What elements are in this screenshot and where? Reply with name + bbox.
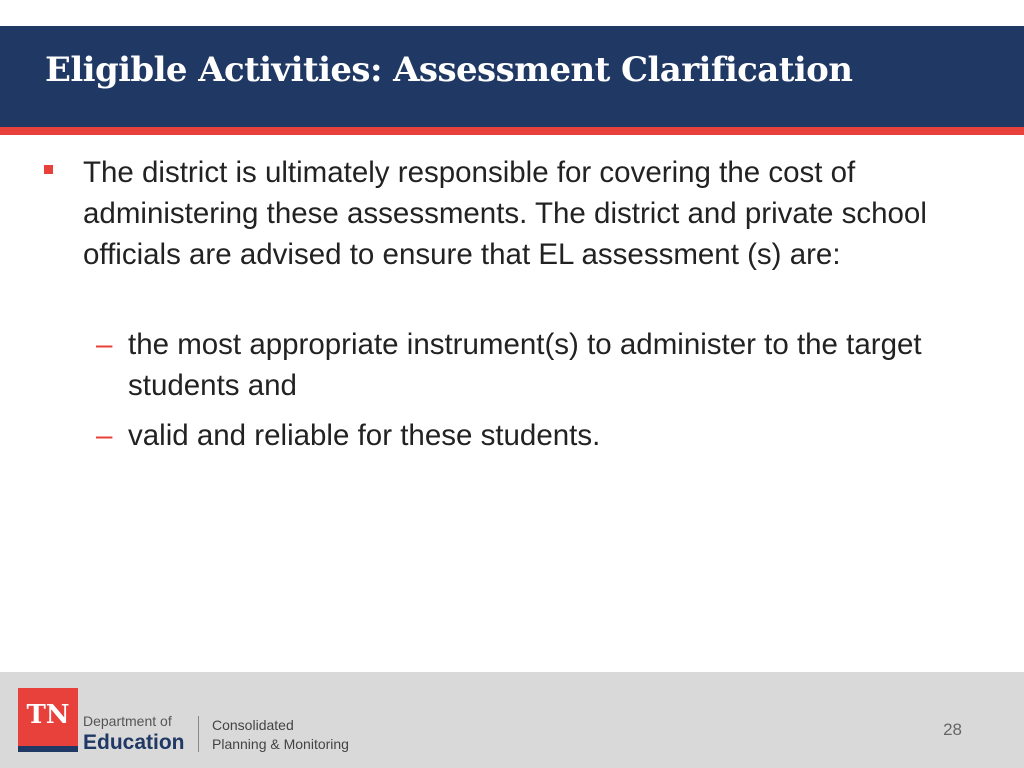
slide-title: Eligible Activities: Assessment Clarification bbox=[45, 50, 853, 90]
dash-bullet-icon: – bbox=[96, 328, 113, 361]
dept-name-line2: Education bbox=[83, 731, 185, 754]
square-bullet-icon bbox=[44, 165, 53, 174]
dept-name-line1: Department of bbox=[83, 713, 172, 729]
bullet-text: The district is ultimately responsible for covering the cost of administering these assessments. The district and private school officials are advised to ensure that EL assessment (s) are: bbox=[83, 156, 927, 271]
unit-name-line1: Consolidated bbox=[212, 717, 294, 733]
logo-divider bbox=[198, 716, 199, 752]
tn-logo-stripe bbox=[18, 746, 78, 752]
sub-bullet-text: the most appropriate instrument(s) to administer to the target students and bbox=[128, 328, 922, 402]
title-underline bbox=[0, 127, 1024, 135]
tn-logo bbox=[18, 688, 78, 752]
footer-bar bbox=[0, 672, 1024, 768]
tn-logo-text: TN bbox=[26, 700, 70, 730]
dash-bullet-icon: – bbox=[96, 419, 113, 452]
unit-name-line2: Planning & Monitoring bbox=[212, 736, 349, 752]
page-number: 28 bbox=[943, 720, 962, 739]
sub-bullet-text: valid and reliable for these students. bbox=[128, 419, 601, 452]
